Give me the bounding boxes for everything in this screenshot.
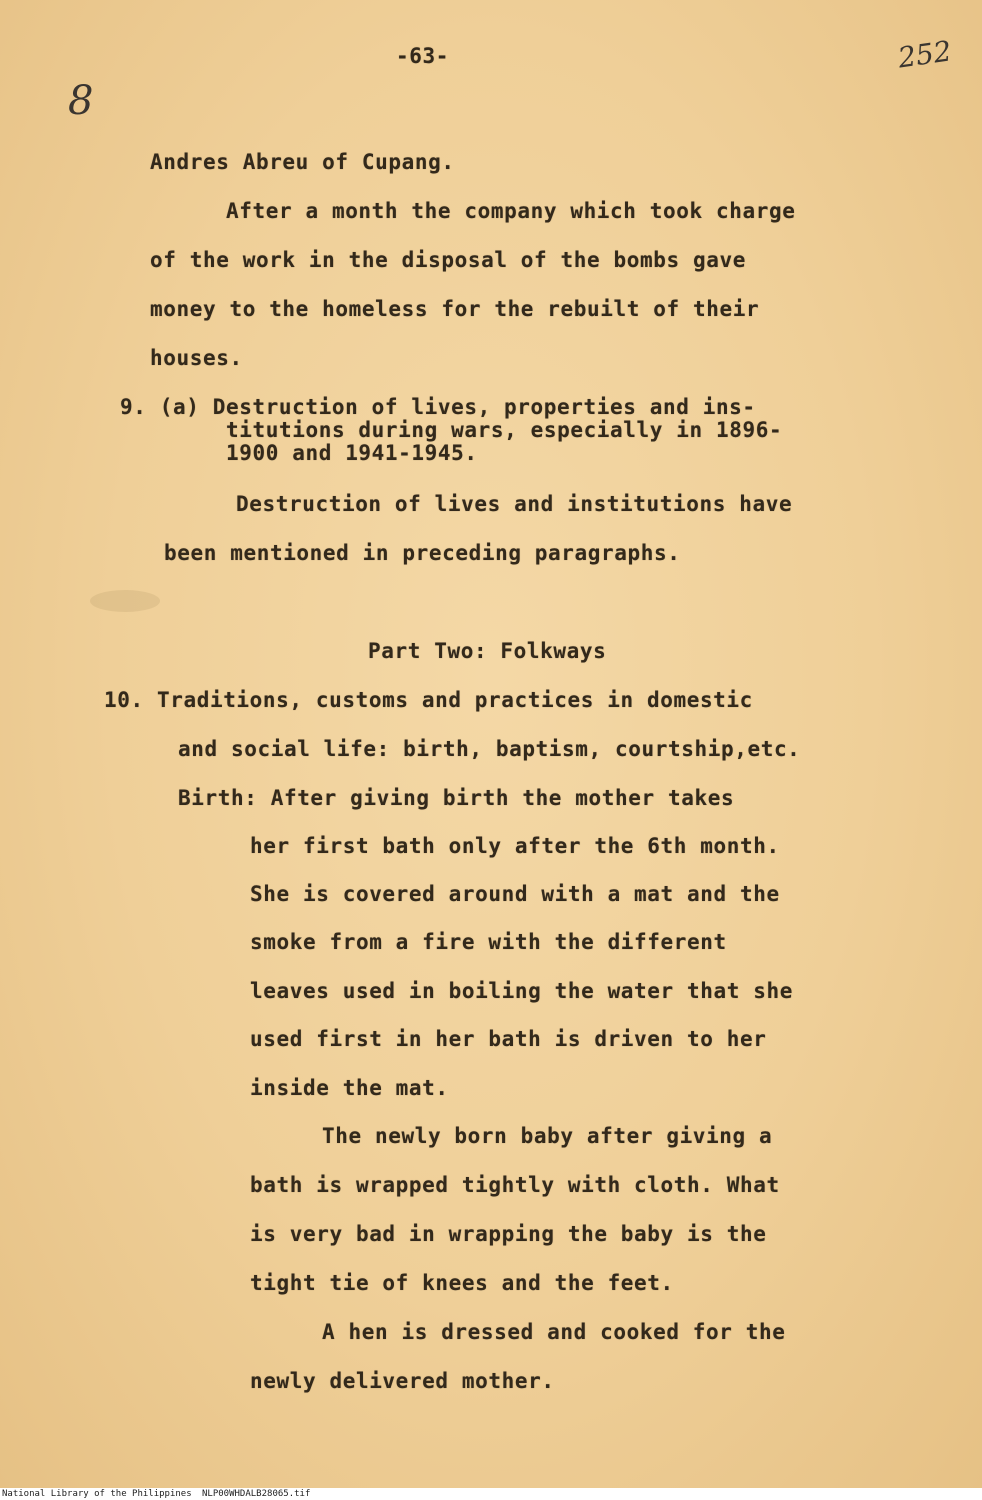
- birth-paragraph-line-6: used first in her bath is driven to her: [250, 1027, 767, 1051]
- birth-paragraph-line-4: smoke from a fire with the different: [250, 930, 727, 954]
- birth-paragraph-line-1: Birth: After giving birth the mother takes: [178, 786, 735, 810]
- text-line-4: money to the homeless for the rebuilt of their: [150, 297, 760, 321]
- birth-paragraph-line-2: her first bath only after the 6th month.: [250, 834, 780, 858]
- text-line-3: of the work in the disposal of the bombs gave: [150, 248, 746, 272]
- hen-paragraph-line-1: A hen is dressed and cooked for the: [322, 1320, 786, 1344]
- birth-paragraph-line-7: inside the mat.: [250, 1076, 449, 1100]
- part-two-heading: Part Two: Folkways: [368, 639, 607, 663]
- handwritten-section-mark: 8: [68, 78, 94, 124]
- item-9-heading-line-2: titutions during wars, especially in 1896-: [226, 418, 783, 442]
- birth-paragraph-line-3: She is covered around with a mat and the: [250, 882, 780, 906]
- baby-paragraph-line-2: bath is wrapped tightly with cloth. What: [250, 1173, 780, 1197]
- text-line-1: Andres Abreu of Cupang.: [150, 150, 455, 174]
- footer-filename: NLP00WHDALB28065.tif: [202, 1489, 311, 1499]
- baby-paragraph-line-3: is very bad in wrapping the baby is the: [250, 1222, 767, 1246]
- text-line-2: After a month the company which took charge: [226, 199, 796, 223]
- text-line-5: houses.: [150, 346, 243, 370]
- footer-library-name: National Library of the Philippines: [2, 1489, 192, 1499]
- item-10-heading-line-1: 10. Traditions, customs and practices in domestic: [104, 688, 753, 712]
- text-line-9: Destruction of lives and institutions have: [236, 492, 793, 516]
- baby-paragraph-line-4: tight tie of knees and the feet.: [250, 1271, 674, 1295]
- item-10-heading-line-2: and social life: birth, baptism, courtship,etc.: [178, 737, 801, 761]
- ink-smudge: [90, 590, 160, 612]
- handwritten-folio-number: 252: [895, 34, 954, 75]
- item-9-heading-line-1: 9. (a) Destruction of lives, properties and ins-: [120, 395, 756, 419]
- page-number: -63-: [396, 44, 449, 68]
- birth-paragraph-line-5: leaves used in boiling the water that she: [250, 979, 793, 1003]
- text-line-10: been mentioned in preceding paragraphs.: [164, 541, 681, 565]
- item-9-heading-line-3: 1900 and 1941-1945.: [226, 441, 478, 465]
- baby-paragraph-line-1: The newly born baby after giving a: [322, 1124, 773, 1148]
- scan-footer: [0, 1488, 982, 1500]
- hen-paragraph-line-2: newly delivered mother.: [250, 1369, 555, 1393]
